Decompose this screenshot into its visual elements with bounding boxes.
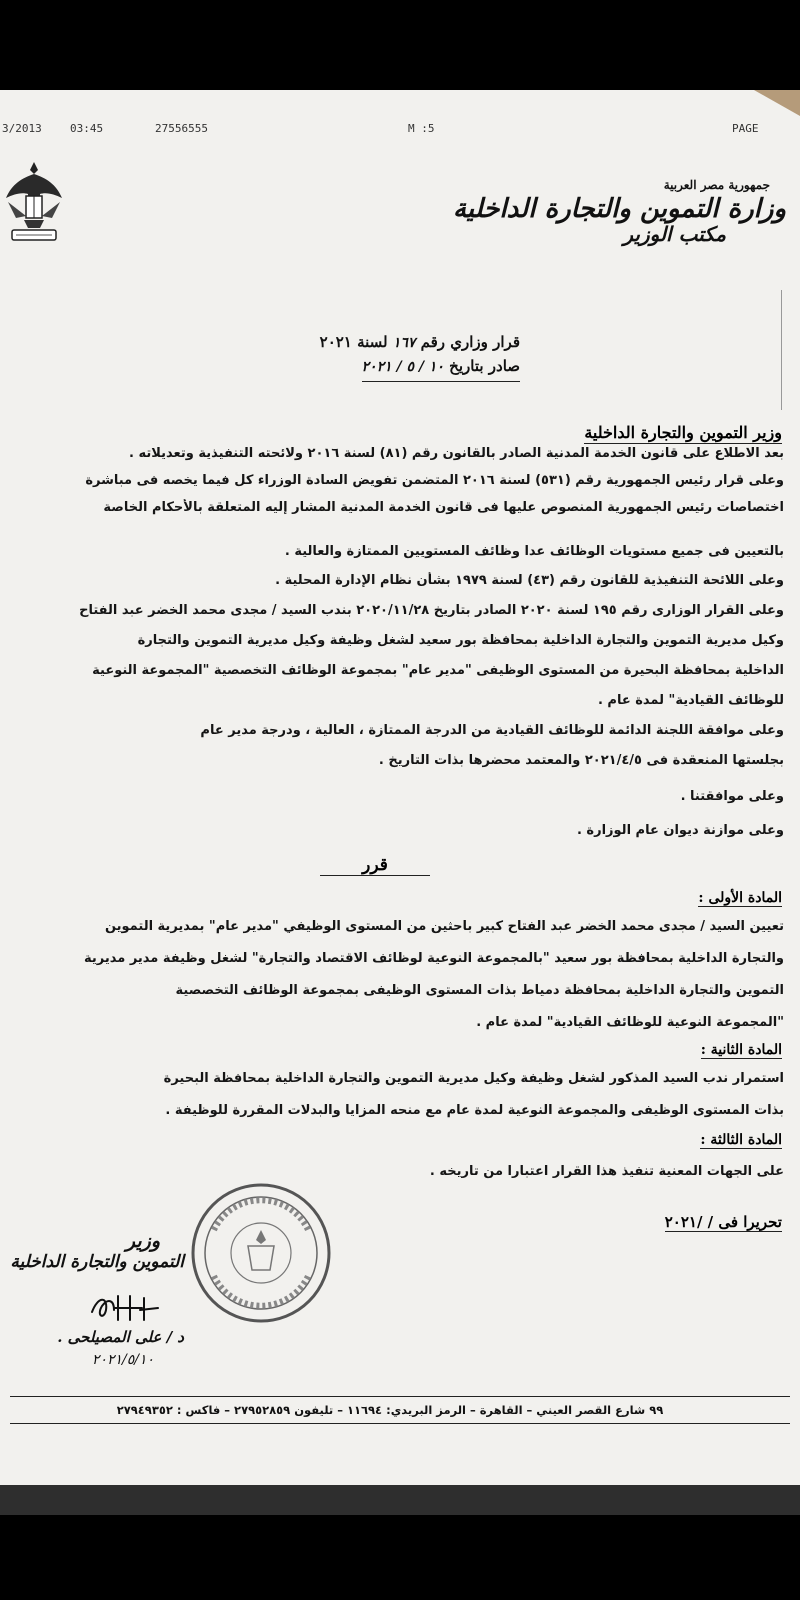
decree-page (0, 90, 800, 1485)
fax-page-label: PAGE (732, 122, 759, 135)
preamble-line: وعلى قرار رئيس الجمهورية رقم (٥٣١) لسنة ٢٠١٦ المتضمن تفويض السادة الوزراء كل فيما يخصه فى مباشرة (85, 473, 784, 488)
minister-heading: وزير التموين والتجارة الداخلية (584, 423, 782, 442)
corner-fold (754, 90, 800, 116)
egypt-eagle-emblem-icon (4, 158, 64, 246)
preamble-line: بجلستها المنعقدة فى ٢٠٢١/٤/٥ والمعتمد محضرها بذات التاريخ . (378, 753, 784, 768)
footer-address: ٩٩ شارع القصر العيني – القاهرة – الرمز البريدي: ١١٦٩٤ – تليفون ٢٧٩٥٢٨٥٩ – فاكس : ٢٧٩٤٩٣٥٢ (116, 1403, 664, 1417)
preamble-line: بعد الاطلاع على قانون الخدمة المدنية الصادر بالقانون رقم (٨١) لسنة ٢٠١٦ ولائحته التنفيذية وتعديلاته . (129, 446, 784, 461)
preamble-line: الداخلية بمحافظة البحيرة من المستوى الوظيفى "مدير عام" بمجموعة الوظائف التخصصية "المجموعة النوعية (92, 663, 784, 678)
issued-at: تحريرا فى / /٢٠٢١ (664, 1213, 782, 1231)
letterhead-ministry: وزارة التموين والتجارة الداخلية (452, 194, 786, 224)
decision-heading: قرر (320, 855, 430, 876)
preamble-line: وكيل مديرية التموين والتجارة الداخلية بمحافظة بور سعيد لشغل وظيفة وكيل مديرية التموين والتجارة (137, 633, 784, 648)
article-2-line: بذات المستوى الوظيفى والمجموعة النوعية لمدة عام مع منحه المزايا والبدلات المقررة للوظيفة . (165, 1103, 784, 1118)
article-2-line: استمرار ندب السيد المذكور لشغل وظيفة وكيل مديرية التموين والتجارة الداخلية بمحافظة البحيرة (163, 1071, 784, 1086)
fax-date: 3/2013 (2, 122, 42, 135)
article-1-heading: المادة الأولى : (698, 890, 782, 906)
preamble-line: وعلى موازنة ديوان عام الوزارة . (576, 823, 784, 838)
decree-title (280, 330, 520, 378)
official-stamp-icon (188, 1180, 334, 1326)
letterhead (452, 178, 786, 246)
signature-block (10, 1230, 184, 1368)
fax-time: 03:45 (70, 122, 104, 135)
preamble-line: وعلى اللائحة التنفيذية للقانون رقم (٤٣) لسنة ١٩٧٩ بشأن نظام الإدارة المحلية . (275, 573, 784, 588)
fax-page-number: M :5 (408, 122, 435, 135)
article-1-line: تعيين السيد / مجدى محمد الخضر عبد الفتاح كبير باحثين من المستوى الوظيفي "مدير عام" بمديرية التموين (104, 919, 784, 934)
article-1-line: "المجموعة النوعية للوظائف القيادية" لمدة عام . (476, 1015, 784, 1030)
preamble-line: وعلى القرار الوزارى رقم ١٩٥ لسنة ٢٠٢٠ الصادر بتاريخ ٢٠٢٠/١١/٢٨ بندب السيد / مجدى محمد الخضر عبد الفتاح (79, 603, 784, 618)
preamble-line: وعلى موافقة اللجنة الدائمة للوظائف القيادية من الدرجة الممتازة ، العالية ، ودرجة مدير عام (200, 723, 784, 738)
letterhead-office: مكتب الوزير (623, 222, 726, 246)
article-2-heading: المادة الثانية : (700, 1042, 782, 1058)
footer-rule (10, 1423, 790, 1424)
decree-issued-date: ١٠ / ٥ / ٢٠٢١ (361, 359, 444, 375)
preamble-line: للوظائف القيادية" لمدة عام . (597, 693, 784, 708)
preamble-line: اختصاصات رئيس الجمهورية المنصوص عليها فى قانون الخدمة المدنية المشار إليه المتعلقة بالأحكام الخاصة (103, 500, 784, 515)
preamble-line: بالتعيين فى جميع مستويات الوظائف عدا وظائف المستويين الممتازة والعالية . (284, 544, 784, 559)
handwritten-signature-icon (84, 1286, 174, 1326)
article-3-line: على الجهات المعنية تنفيذ هذا القرار اعتبارا من تاريخه . (429, 1164, 784, 1179)
decree-year: لسنة ٢٠٢١ (319, 333, 388, 351)
decree-number: ١٦٧ (392, 335, 416, 351)
fax-number: 27556555 (155, 122, 208, 135)
preamble-line: وعلى موافقتنا . (680, 789, 784, 804)
fax-header (0, 122, 800, 138)
signature-name: د / على المصيلحى . (57, 1328, 184, 1346)
signature-title: وزير (125, 1230, 160, 1252)
footer-rule (10, 1396, 790, 1397)
letterhead-country: جمهورية مصر العربية (663, 178, 770, 192)
signature-handwritten-date: ٢٠٢١/٥/١٠ (91, 1352, 154, 1368)
margin-line (781, 290, 782, 410)
signature-subtitle: التموين والتجارة الداخلية (10, 1252, 184, 1272)
article-1-line: والتجارة الداخلية بمحافظة بور سعيد "بالمجموعة النوعية لوظائف الاقتصاد والتجارة" لشغل وظيفة مدير مديرية (84, 951, 784, 966)
decree-title-prefix: قرار وزاري رقم (420, 333, 520, 351)
article-1-line: التموين والتجارة الداخلية بمحافظة دمياط بذات المستوى الوظيفى بمجموعة الوظائف التخصصية (175, 983, 784, 998)
decree-issued-prefix: صادر بتاريخ (449, 357, 520, 375)
article-3-heading: المادة الثالثة : (700, 1132, 782, 1148)
viewer-bottom-band (0, 1485, 800, 1515)
